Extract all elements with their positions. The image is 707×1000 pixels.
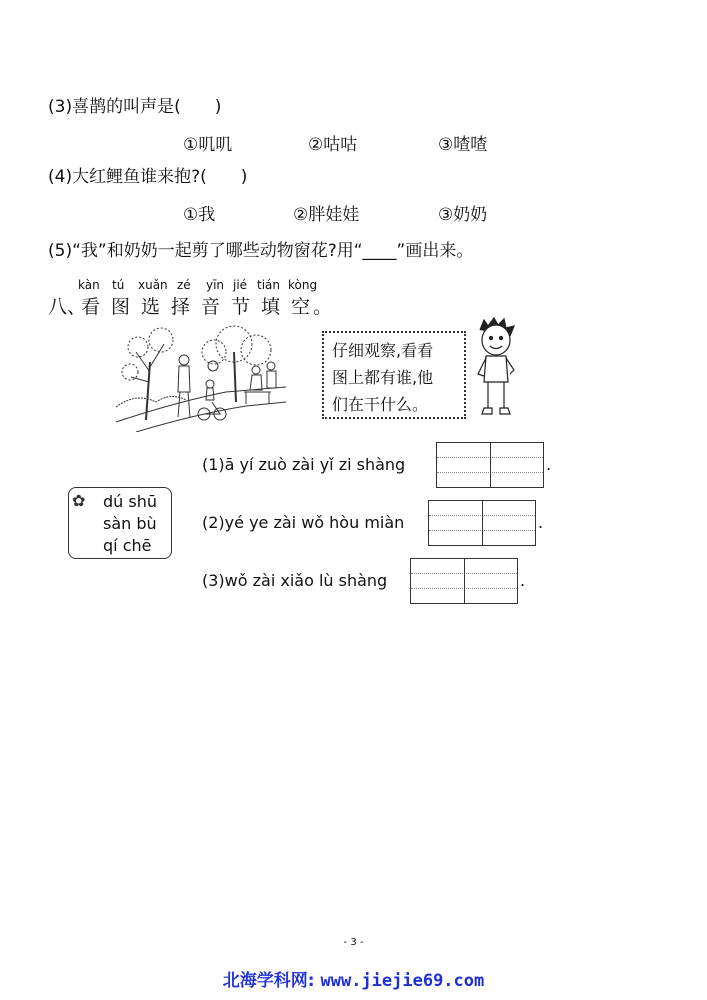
- title-char: 看: [81, 296, 101, 318]
- sentence-2: (2)yé ye zài wǒ hòu miàn: [202, 513, 405, 532]
- speech-line-2: 图上都有谁,他: [332, 368, 434, 387]
- footer-watermark: [0, 966, 707, 991]
- pinyin-syllable: kòng: [288, 278, 318, 292]
- q4-option-2: ②胖娃娃: [293, 205, 360, 225]
- question-5: (5)“我”和奶奶一起剪了哪些动物窗花?用“____”画出来。: [48, 241, 474, 261]
- title-char: 择: [171, 296, 191, 318]
- boy-cartoon-illustration: [470, 316, 522, 422]
- word-bank-item: dú shū: [103, 492, 157, 511]
- title-char: 节: [231, 296, 251, 318]
- q3-option-3: ③喳喳: [438, 135, 488, 155]
- pinyin-syllable: zé: [177, 278, 191, 292]
- word-bank-box: [68, 487, 172, 559]
- sentence-2-end: .: [538, 513, 544, 532]
- title-char: 图: [111, 296, 131, 318]
- page-number: - 3 -: [343, 937, 364, 948]
- park-scene-illustration: [116, 322, 286, 432]
- title-char: 填: [261, 296, 281, 318]
- speech-bubble: [322, 331, 466, 419]
- pinyin-syllable: jié: [233, 278, 248, 292]
- pinyin-syllable: xuǎn: [138, 278, 168, 292]
- question-3: (3)喜鹊的叫声是( ): [48, 97, 222, 117]
- pinyin-syllable: tián: [257, 278, 280, 292]
- flower-icon: ✿: [72, 491, 86, 510]
- sentence-3: (3)wǒ zài xiǎo lù shàng: [202, 571, 388, 590]
- pinyin-syllable: yīn: [206, 278, 225, 292]
- title-char: 空: [291, 296, 311, 318]
- answer-grid-1[interactable]: [436, 442, 544, 488]
- word-bank-item: sàn bù: [103, 514, 157, 533]
- sentence-1: (1)ā yí zuò zài yǐ zi shàng: [202, 455, 406, 474]
- pinyin-syllable: tú: [112, 278, 125, 292]
- sentence-3-end: .: [520, 571, 526, 590]
- sentence-1-end: .: [546, 455, 552, 474]
- answer-grid-3[interactable]: [410, 558, 518, 604]
- pinyin-syllable: kàn: [78, 278, 100, 292]
- title-char: 音: [201, 296, 221, 318]
- q3-option-2: ②咕咕: [308, 135, 358, 155]
- q4-option-3: ③奶奶: [438, 205, 488, 225]
- title-char: 选: [141, 296, 161, 318]
- question-4: (4)大红鲤鱼谁来抱?( ): [48, 167, 248, 187]
- footer-url[interactable]: www.jiejie69.com: [320, 971, 485, 991]
- q3-option-1: ①叽叽: [183, 135, 233, 155]
- speech-line-3: 们在干什么。: [332, 395, 429, 414]
- word-bank-item: qí chē: [103, 536, 152, 555]
- section-number: 八、: [48, 296, 87, 318]
- q4-option-1: ①我: [183, 205, 216, 225]
- footer-site-name: 北海学科网:: [222, 971, 315, 991]
- speech-line-1: 仔细观察,看看: [332, 341, 434, 360]
- title-end-mark: 。: [313, 296, 333, 318]
- answer-grid-2[interactable]: [428, 500, 536, 546]
